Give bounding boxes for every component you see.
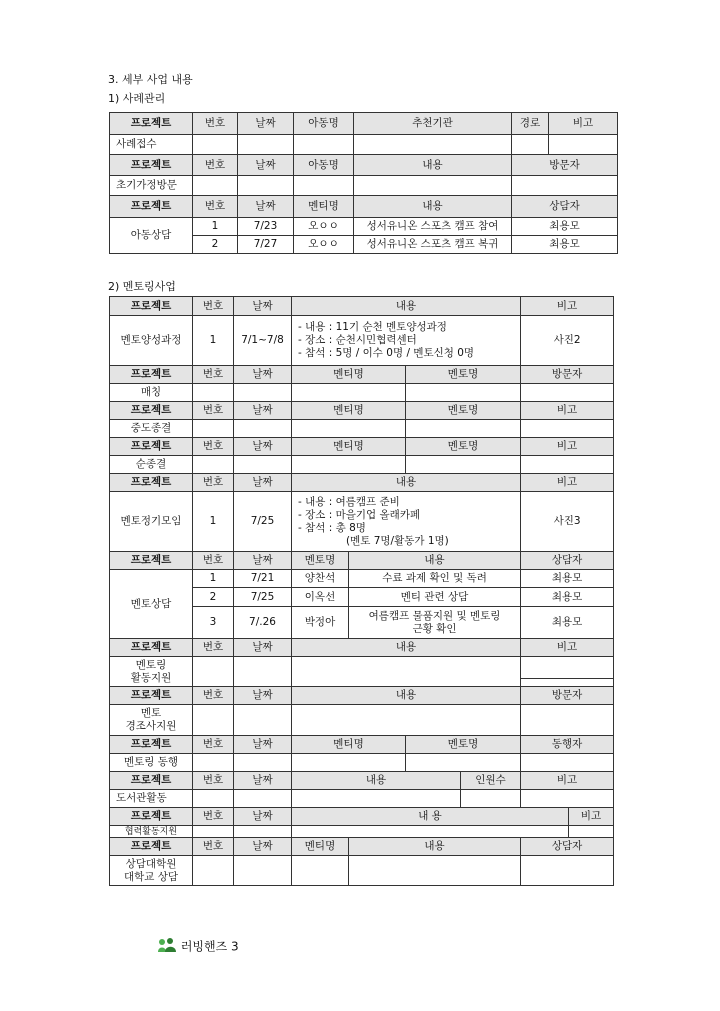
table-row <box>110 754 614 772</box>
subsection-case-heading: 1) 사례관리 <box>108 92 166 105</box>
section-heading: 3. 세부 사업 내용 <box>108 73 193 86</box>
header-cell: 내용 <box>354 155 512 176</box>
table-row: 3 7/.26 박정아 여름캠프 물품지원 및 멘토링 근황 확인 최용모 <box>110 607 614 639</box>
header-cell: 멘티명 <box>294 196 354 218</box>
case-management-table <box>109 112 618 254</box>
project-cell: 멘토 경조사지원 <box>110 705 193 736</box>
mentoring-table <box>109 296 614 886</box>
subsection-mentoring-heading: 2) 멘토링사업 <box>108 280 176 293</box>
date-cell: 7/27 <box>238 236 294 254</box>
table-row <box>110 826 614 838</box>
counselor-cell: 최용모 <box>512 236 618 254</box>
project-cell: 상담대학원 대학교 상담 <box>110 856 193 886</box>
header-cell: 내용 <box>292 297 521 316</box>
table-row <box>110 218 618 236</box>
table-row <box>110 492 614 552</box>
project-cell: 아동상담 <box>110 218 193 254</box>
content-cell: 성서유니온 스포츠 캠프 복귀 <box>354 236 512 254</box>
header-cell: 번호 <box>193 196 238 218</box>
name-cell: 오ㅇㅇ <box>294 236 354 254</box>
footer-brand: 러빙핸즈 <box>180 939 228 954</box>
header-cell: 번호 <box>193 155 238 176</box>
number-cell: 1 <box>193 316 234 366</box>
header-cell: 날짜 <box>238 196 294 218</box>
project-cell: 협력활동지원 <box>110 826 193 838</box>
table-header-row: 프로젝트 번호 날짜 멘티명 멘토명 비고 <box>110 438 614 456</box>
note-cell: 사진3 <box>521 492 614 552</box>
table-row <box>110 384 614 402</box>
table-row <box>110 856 614 886</box>
table-row <box>110 176 618 196</box>
table-header-row: 프로젝트 번호 날짜 멘티명 멘토명 동행자 <box>110 736 614 754</box>
project-cell: 멘토정기모임 <box>110 492 193 552</box>
table-header-row: 프로젝트 번호 날짜 내용 비고 <box>110 639 614 657</box>
header-cell: 번호 <box>193 297 234 316</box>
counselor-cell: 최용모 <box>512 218 618 236</box>
table-row <box>110 456 614 474</box>
header-cell: 비고 <box>549 113 618 135</box>
table-header-row: 프로젝트 번호 날짜 내용 인원수 비고 <box>110 772 614 790</box>
header-cell: 방문자 <box>512 155 618 176</box>
project-cell: 멘토상담 <box>110 570 193 639</box>
table-header-row <box>110 196 618 218</box>
page-number: 3 <box>231 939 239 954</box>
content-cell: - 내용 : 여름캠프 준비 - 장소 : 마을기업 올래카페 - 참석 : 총 8명 (멘토 7명/활동가 1명) <box>292 492 521 552</box>
table-header-row: 프로젝트 번호 날짜 멘티명 멘토명 비고 <box>110 402 614 420</box>
table-header-row: 프로젝트 번호 날짜 멘티명 내용 상담자 <box>110 838 614 856</box>
project-cell: 멘토링 동행 <box>110 754 193 772</box>
table-header-row: 프로젝트 번호 날짜 멘토명 내용 상담자 <box>110 552 614 570</box>
content-cell: 여름캠프 물품지원 및 멘토링 근황 확인 <box>349 607 521 639</box>
content-cell: 성서유니온 스포츠 캠프 참여 <box>354 218 512 236</box>
header-cell: 프로젝트 <box>110 155 193 176</box>
project-cell: 멘토링 활동지원 <box>110 657 193 687</box>
number-cell: 1 <box>193 492 234 552</box>
table-header-row: 프로젝트 번호 날짜 내용 비고 <box>110 474 614 492</box>
header-cell: 번호 <box>193 113 238 135</box>
header-cell: 날짜 <box>234 297 292 316</box>
header-cell: 프로젝트 <box>110 297 193 316</box>
header-cell: 아동명 <box>294 155 354 176</box>
project-cell: 순종결 <box>110 456 193 474</box>
header-cell: 아동명 <box>294 113 354 135</box>
table-row <box>110 135 618 155</box>
project-cell: 사례접수 <box>110 135 193 155</box>
table-row <box>110 657 614 687</box>
content-cell: - 내용 : 11기 순천 멘토양성과정 - 장소 : 순천시민협력센터 - 참석 : 5명 / 이수 0명 / 멘토신청 0명 <box>292 316 521 366</box>
project-cell: 도서관활동 <box>110 790 193 808</box>
table-row <box>110 790 614 808</box>
table-header-row <box>110 297 614 316</box>
number-cell: 2 <box>193 236 238 254</box>
table-header-row: 프로젝트 번호 날짜 멘티명 멘토명 방문자 <box>110 366 614 384</box>
table-header-row: 프로젝트 번호 날짜 내용 방문자 <box>110 687 614 705</box>
header-cell: 날짜 <box>238 113 294 135</box>
footer <box>157 937 239 957</box>
table-header-row: 프로젝트 번호 날짜 내 용 비고 <box>110 808 614 826</box>
header-cell: 프로젝트 <box>110 196 193 218</box>
table-row <box>110 316 614 366</box>
name-cell: 오ㅇㅇ <box>294 218 354 236</box>
header-cell: 비고 <box>521 297 614 316</box>
project-cell: 초기가정방문 <box>110 176 193 196</box>
project-cell: 멘토양성과정 <box>110 316 193 366</box>
header-cell: 경로 <box>512 113 549 135</box>
table-header-row <box>110 113 618 135</box>
header-cell: 날짜 <box>238 155 294 176</box>
header-cell: 상담자 <box>512 196 618 218</box>
table-row: 2 7/25 이옥선 멘티 관련 상담 최용모 <box>110 588 614 607</box>
project-cell: 매칭 <box>110 384 193 402</box>
note-cell: 사진2 <box>521 316 614 366</box>
date-cell: 7/25 <box>234 492 292 552</box>
header-cell: 내용 <box>354 196 512 218</box>
table-header-row <box>110 155 618 176</box>
number-cell: 1 <box>193 218 238 236</box>
date-cell: 7/23 <box>238 218 294 236</box>
date-cell: 7/1~7/8 <box>234 316 292 366</box>
project-cell: 중도종결 <box>110 420 193 438</box>
table-row <box>110 705 614 736</box>
table-row <box>110 420 614 438</box>
table-row: 멘토상담 1 7/21 양찬석 수료 과제 확인 및 독려 최용모 <box>110 570 614 588</box>
header-cell: 프로젝트 <box>110 113 193 135</box>
loving-hands-logo-icon <box>157 937 177 957</box>
header-cell: 추천기관 <box>354 113 512 135</box>
